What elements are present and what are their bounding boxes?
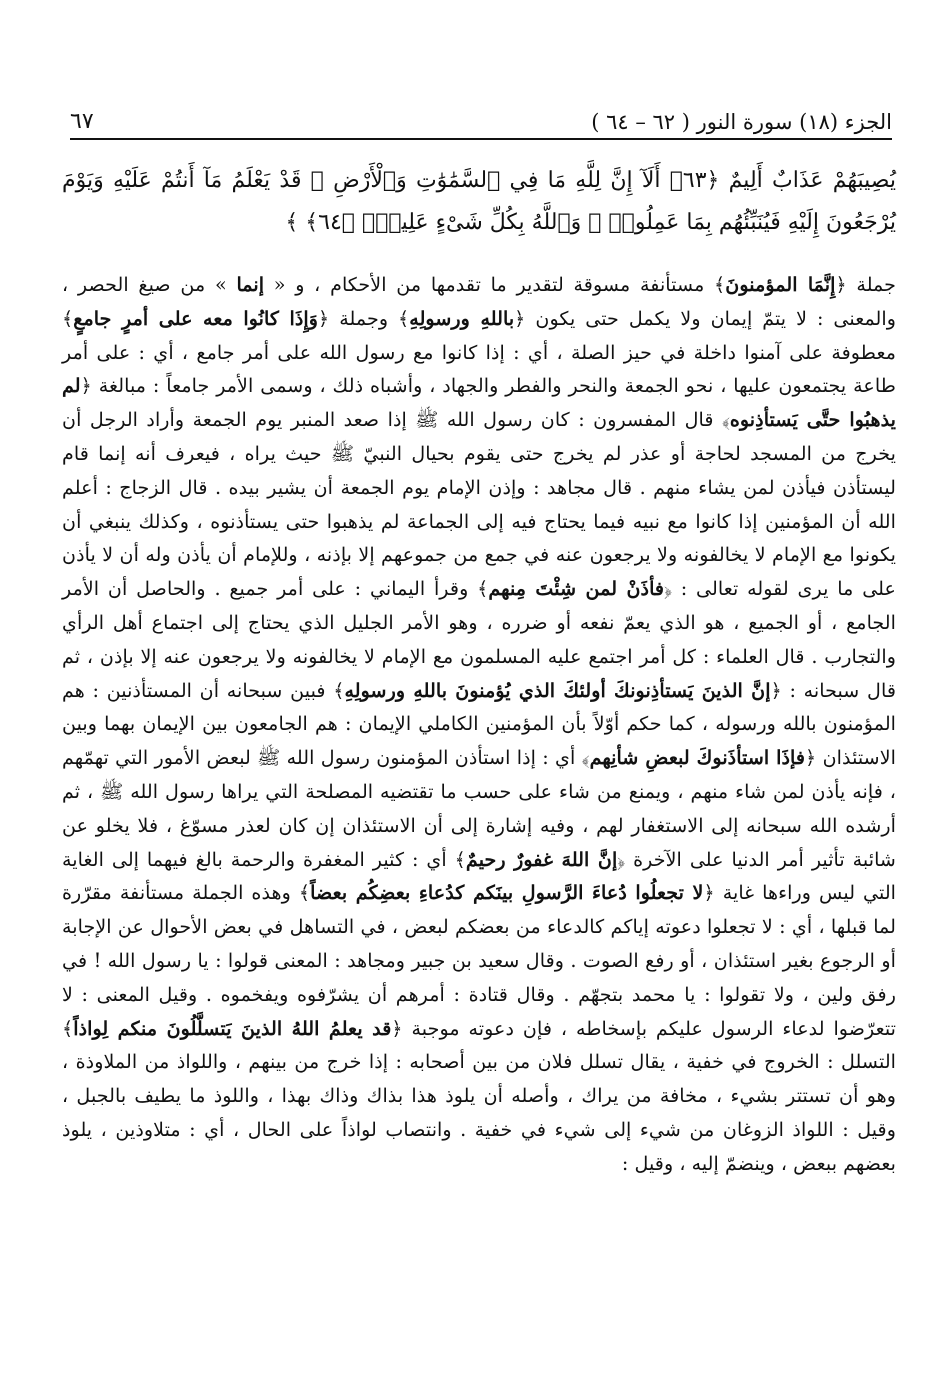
quoted-verse: لم يذهبُوا حتَّى يَستأذِنوه	[62, 374, 896, 432]
page-number: ٦٧	[70, 109, 94, 134]
text-segment: جملة ﴿	[835, 273, 896, 296]
commentary-text	[62, 268, 896, 1181]
text-segment: ﴾ قال المفسرون : كان رسول الله ﷺ إذا صعد المنبر يوم الجمعة وأراد الرجل أن يخرج من المسجد لحاجة أو عذر لم يخرج حتى يقوم بحيال النبيّ ﷺ حيث يراه ، فيعرف أنه إنما قام ليستأذن فيأذن لمن يشاء منهم . قال مجاهد : وإذن الإمام يوم الجمعة أن يشير بيده . قال الزجاج : أعلم الله أن المؤمنين إذا كانوا مع نبيه فيما يحتاج فيه إلى الجماعة لم يذهبوا حتى يستأذنوه ، وكذلك ينبغي أن يكونوا مع الإمام لا يخالفونه ولا يرجعون عنه في جمع من جموعهم إلا بإذنه ، وللإمام أن يأذن وله أن لا يأذن على ما يرى لقوله تعالى : ﴿	[62, 408, 896, 601]
quran-verse-block: يُصِيبَهُمْ عَذَابٌ أَلِيمٌ ﴿٦٣﴾ أَلَآ إِنَّ لِلَّهِ مَا فِي ٱلسَّمَٰوَٰتِ وَٱلْأَرْضِ ۖ قَدْ يَعْلَمُ مَآ أَنتُمْ عَلَيْهِ وَيَوْمَ يُرْجَعُونَ إِلَيْهِ فَيُنَبِّئُهُم بِمَا عَمِلُوا۟ ۗ وَٱللَّهُ بِكُلِّ شَىْءٍ عَلِيمٌۢ ﴿٦٤﴾ ﴾	[62, 168, 896, 235]
commentary-paragraph	[62, 268, 896, 1181]
text-segment: ﴾ وجملة ﴿	[318, 306, 410, 330]
text-segment: ﴾ معطوفة على آمنوا داخلة في حيز الصلة ، أي : إذا كانوا مع رسول الله على أمر جامع ، أي : على أمر طاعة يجتمعون عليها ، نحو الجمعة والنحر والفطر والجهاد ، وأشباه ذلك ، وسمى الأمر جامعاً : مبالغة ﴿	[62, 306, 896, 398]
quoted-verse: إِنَّمَا المؤمنونَ	[725, 273, 836, 296]
quoted-verse: إنَّ الذينَ يَستأذِنونكَ أولئكَ الذي يُؤمنونَ باللهِ ورسولِهِ	[344, 678, 771, 702]
text-segment: ﴾ التسلل : الخروج في خفية ، يقال تسلل فلان من بين أصحابه : إذا خرج من بينهم ، واللواذ من الملاوذة ، وهو أن تستتر بشيء ، مخافة من يراك ، وأصله أن يلوذ هذا بذاك وذاك بهذا ، واللوذ ما يطيف بالجبل ، وقيل : اللواذ الزوغان من شيء إلى شيء في خفية . وانتصاب لواذاً على الحال ، أي : متلاوذين ، يلوذ بعضهم ببعض ، وينضمّ إليه ، وقيل :	[62, 1016, 896, 1175]
text-segment: ﴾ أي : كثير المغفرة والرحمة بالغ فيهما إلى الغاية التي ليس وراءها غاية ﴿	[62, 847, 896, 905]
text-segment: ﴾ مستأنفة مسوقة لتقدير ما تقدمها من الأحكام ، و «	[264, 273, 726, 296]
quoted-verse: إنَّ اللهَ غفورٌ رحيمٌ	[465, 847, 618, 871]
text-segment: ﴾ وقرأ اليماني : على أمر جميع . والحاصل أن الأمر الجامع ، أو الجميع ، هو الذي يعمّ نفعه أو ضرره ، وهو الأمر الجليل الذي يحتاج إلى اجتماع أهل الرأي والتجارب . قال العلماء : كل أمر اجتمع عليه المسلمون مع الإمام لا يخالفونه ولا يرجعون عنه إلا بإذن ، ثم قال سبحانه : ﴿	[62, 577, 896, 702]
quoted-verse: فأذَنْ لمن شِئْتَ مِنهم	[488, 577, 665, 601]
page-header	[70, 98, 892, 140]
running-title: الجزء (١٨) سورة النور ( ٦٢ – ٦٤ )	[591, 110, 892, 134]
text-segment: ﴾ أي : إذا استأذن المؤمنون رسول الله ﷺ لبعض الأمور التي تهمّهم ، فإنه يأذن لمن شاء منهم ، ويمنع من شاء على حسب ما تقتضيه المصلحة التي يراها رسول الله ﷺ ، ثم أرشده الله سبحانه إلى الاستغفار لهم ، وفيه إشارة إلى أن الاستئذان إن كان لعذر مسوّغ ، فلا يخلو عن شائبة تأثير أمر الدنيا على الآخرة ﴿	[62, 746, 896, 871]
quoted-verse: قد يعلمُ اللهُ الذينَ يَتسلَّلُونَ منكم لِواذاً	[73, 1016, 392, 1040]
quoted-verse: فإذَا استأذَنوكَ لبعضِ شأنِهم	[589, 746, 806, 770]
quoted-verse: إنما	[236, 273, 265, 296]
text-segment: ﴾ فبين سبحانه أن المستأذنين : هم المؤمنون بالله ورسوله ، كما حكم أوّلاً بأن المؤمنين الكاملي الإيمان : هم الجامعون بين الإيمان بهما وبين الاستئذان ﴿	[62, 678, 896, 770]
text-segment: ﴾ وهذه الجملة مستأنفة مقرّرة لما قبلها ، أي : لا تجعلوا دعوته إياكم كالدعاء من بعضكم لبعض ، في التساهل في بعض الأحوال عن الإجابة أو الرجوع بغير استئذان ، أو رفع الصوت . وقال سعيد بن جبير ومجاهد : المعنى قولوا : يا رسول الله ! في رفق ولين ، ولا تقولوا : يا محمد بتجهّم . وقال قتادة : أمرهم أن يشرّفوه ويفخموه . وقيل المعنى : لا تتعرّضوا لدعاء الرسول عليكم بإسخاطه ، فإن دعوته موجبة ﴿	[62, 881, 896, 1040]
quoted-verse: وَإِذَا كانُوا معه على أمرٍ جامعٍ	[73, 306, 319, 330]
text-segment: » من صيغ الحصر ، والمعنى : لا يتمّ إيمان ولا يكمل حتى يكون ﴿	[62, 273, 897, 330]
quoted-verse: لا تجعلُوا دُعاءَ الرَّسولِ بينَكم كدُعاءِ بعضِكُم بعضاً	[310, 881, 704, 905]
quoted-verse: باللهِ ورسولِهِ	[409, 306, 515, 330]
